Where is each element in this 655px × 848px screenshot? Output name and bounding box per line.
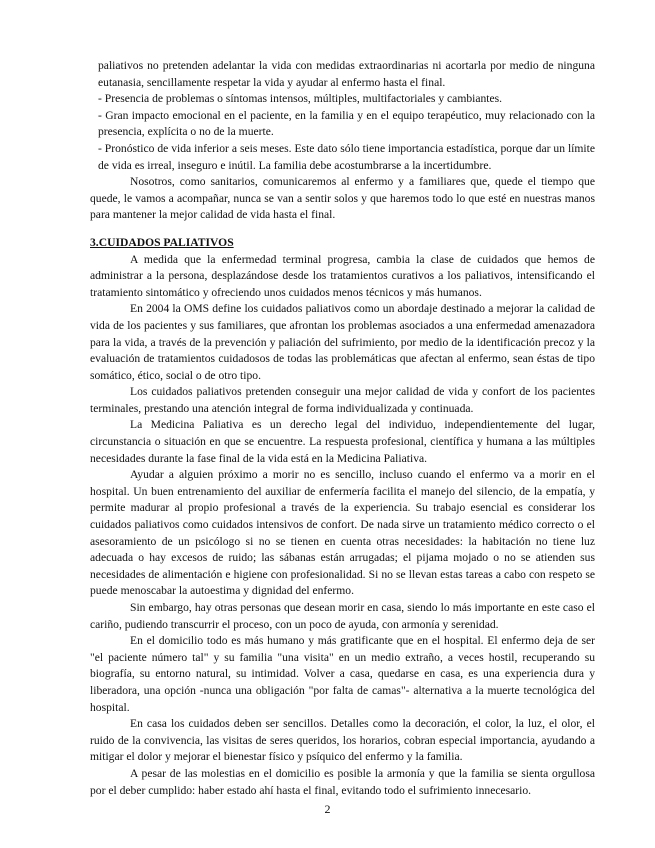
section-heading: 3.CUIDADOS PALIATIVOS (90, 235, 234, 249)
bullet-item: - Presencia de problemas o síntomas intensos, múltiples, multifactoriales y cambiantes. (98, 92, 503, 106)
body-paragraph: En casa los cuidados deben ser sencillos. Detalles como la decoración, el color, la luz, el olor, el ruido de la convivencia, las visitas de seres queridos, los horarios, cobran especial importancia, ayudando a mitigar el dolor y mejorar el bienestar físico y psíquico del enfermo y la familia. (90, 717, 595, 764)
page-number: 2 (324, 802, 331, 816)
document-page (90, 58, 595, 799)
bullet-item: - Pronóstico de vida inferior a seis meses. Este dato sólo tiene importancia estadística, porque dar un límite de vida es irreal, inseguro e inútil. La familia debe acostumbrarse a la incertidumbre. (98, 141, 595, 172)
body-paragraph: Sin embargo, hay otras personas que desean morir en casa, siendo lo más importante en este caso el cariño, pudiendo transcurrir el proceso, con un poco de ayuda, con armonía y serenidad. (90, 601, 595, 631)
body-paragraph: En el domicilio todo es más humano y más gratificante que en el hospital. El enfermo deja de ser "el paciente número tal" y su familia "una visita" en un medio extraño, a veces hostil, recuperando su biografía, su entorno natural, su intimidad. Volver a casa, quedarse en casa, es una experiencia dura y liberadora, una opción -nunca una obligación "por falta de camas"- alternativa a la muerte tecnológica del hospital. (90, 634, 595, 714)
body-paragraph: A pesar de las molestias en el domicilio es posible la armonía y que la familia se sienta orgullosa por el deber cumplido: haber estado ahí hasta el final, evitando todo el sufrimiento innecesario. (90, 766, 595, 797)
body-paragraph: La Medicina Paliativa es un derecho legal del individuo, independientemente del lugar, circunstancia o situación en que se encuentre. La respuesta profesional, científica y humana a las múltiples necesidades durante la fase final de la vida está en la Medicina Paliativa. (90, 418, 595, 465)
continuation-paragraph: paliativos no pretenden adelantar la vida con medidas extraordinarias ni acortarla por medio de ninguna eutanasia, sencillamente respetar la vida y ayudar al enfermo hasta el final. (98, 59, 595, 89)
body-paragraph: Ayudar a alguien próximo a morir no es sencillo, incluso cuando el enfermo va a morir en el hospital. Un buen entrenamiento del auxiliar de enfermería facilita el manejo del silencio, de la empatía, y permite madurar al propio profesional a través de la experiencia. Su trabajo esencial es considerar los cuidados paliativos como cuidados intensivos de confort. De nada sirve un tratamiento médico correcto o el asesoramiento de un psicólogo si no se tienen en cuenta otras necesidades: la habitación no tiene luz adecuada o hay excesos de ruido; las sábanas están arrugadas; el pijama mojado o no se atienden sus necesidades de alimentación e higiene con profesionalidad. Si no se llevan estas tareas a cabo con respeto se puede menoscabar la autoestima y dignidad del enfermo. (90, 468, 595, 598)
body-paragraph: En 2004 la OMS define los cuidados paliativos como un abordaje destinado a mejorar la calidad de vida de los pacientes y sus familiares, que afrontan los problemas asociados a una enfermedad amenazadora para la vida, a través de la prevención y paliación del sufrimiento, por medio de la identificación precoz y la evaluación de tratamientos cuidadosos de todas las problemáticas que afectan al enfermo, sean éstas de tipo somático, ético, social o de otro tipo. (90, 302, 595, 382)
body-paragraph: A medida que la enfermedad terminal progresa, cambia la clase de cuidados que hemos de administrar a la persona, desplazándose desde los tratamientos curativos a los paliativos, intensificando el tratamiento sintomático y ofreciendo unos cuidados menos técnicos y más humanos. (90, 252, 595, 299)
bullet-item: - Gran impacto emocional en el paciente, en la familia y en el equipo terapéutico, muy relacionado con la presencia, explícita o no de la muerte. (98, 108, 595, 139)
body-paragraph: Los cuidados paliativos pretenden conseguir una mejor calidad de vida y confort de los pacientes terminales, prestando una atención integral de forma individualizada y continuada. (90, 385, 595, 415)
closing-paragraph: Nosotros, como sanitarios, comunicaremos al enfermo y a familiares que, quede el tiempo que quede, le vamos a acompañar, nunca se van a sentir solos y que haremos todo lo que esté en nuestras manos para mantener la mejor calidad de vida hasta el final. (90, 175, 595, 222)
